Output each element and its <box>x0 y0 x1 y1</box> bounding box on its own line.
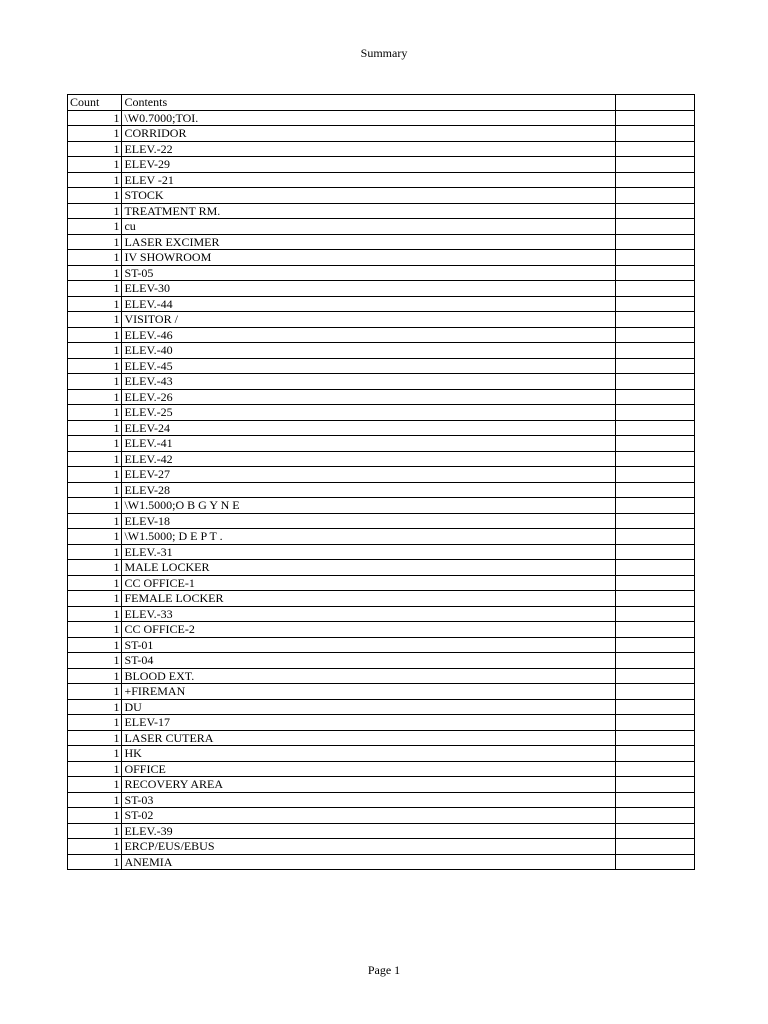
blank-cell <box>615 451 694 467</box>
blank-cell <box>615 544 694 560</box>
table-row <box>68 389 695 405</box>
blank-cell <box>615 591 694 607</box>
blank-cell <box>615 839 694 855</box>
blank-cell <box>615 823 694 839</box>
table-row <box>68 746 695 762</box>
contents-cell: ELEV-24 <box>122 420 615 436</box>
blank-column-header <box>615 95 694 111</box>
contents-cell: ELEV-27 <box>122 467 615 483</box>
count-cell: 1 <box>68 265 122 281</box>
count-cell: 1 <box>68 234 122 250</box>
table-row <box>68 684 695 700</box>
table-row <box>68 234 695 250</box>
blank-cell <box>615 126 694 142</box>
table-row <box>68 405 695 421</box>
count-cell: 1 <box>68 823 122 839</box>
page-number: Page 1 <box>367 963 401 977</box>
blank-cell <box>615 219 694 235</box>
table-row <box>68 839 695 855</box>
count-cell: 1 <box>68 203 122 219</box>
count-cell: 1 <box>68 281 122 297</box>
blank-cell <box>615 684 694 700</box>
contents-cell: VISITOR / <box>122 312 615 328</box>
blank-cell <box>615 343 694 359</box>
contents-cell: BLOOD EXT. <box>122 668 615 684</box>
count-cell: 1 <box>68 157 122 173</box>
count-cell: 1 <box>68 467 122 483</box>
blank-cell <box>615 327 694 343</box>
summary-table <box>67 94 695 870</box>
table-row <box>68 854 695 870</box>
count-cell: 1 <box>68 637 122 653</box>
blank-cell <box>615 467 694 483</box>
blank-cell <box>615 560 694 576</box>
contents-cell: ELEV-28 <box>122 482 615 498</box>
blank-cell <box>615 436 694 452</box>
count-cell: 1 <box>68 110 122 126</box>
table-row <box>68 327 695 343</box>
contents-cell: STOCK <box>122 188 615 204</box>
count-cell: 1 <box>68 389 122 405</box>
table-row <box>68 467 695 483</box>
contents-cell: CORRIDOR <box>122 126 615 142</box>
blank-cell <box>615 529 694 545</box>
contents-cell: FEMALE LOCKER <box>122 591 615 607</box>
count-cell: 1 <box>68 529 122 545</box>
table-row <box>68 715 695 731</box>
count-cell: 1 <box>68 854 122 870</box>
table-row <box>68 219 695 235</box>
blank-cell <box>615 234 694 250</box>
count-cell: 1 <box>68 761 122 777</box>
blank-cell <box>615 761 694 777</box>
table-row <box>68 188 695 204</box>
table-row <box>68 265 695 281</box>
contents-cell: ELEV.-31 <box>122 544 615 560</box>
blank-cell <box>615 172 694 188</box>
blank-cell <box>615 141 694 157</box>
count-cell: 1 <box>68 730 122 746</box>
count-cell: 1 <box>68 575 122 591</box>
contents-cell: LASER CUTERA <box>122 730 615 746</box>
contents-cell: \W0.7000;TOI. <box>122 110 615 126</box>
count-cell: 1 <box>68 296 122 312</box>
blank-cell <box>615 420 694 436</box>
count-cell: 1 <box>68 591 122 607</box>
table-row <box>68 482 695 498</box>
table-row <box>68 761 695 777</box>
contents-cell: ELEV.-41 <box>122 436 615 452</box>
blank-cell <box>615 389 694 405</box>
contents-cell: ELEV.-43 <box>122 374 615 390</box>
blank-cell <box>615 606 694 622</box>
blank-cell <box>615 730 694 746</box>
table-row <box>68 808 695 824</box>
count-cell: 1 <box>68 792 122 808</box>
table-row <box>68 157 695 173</box>
count-cell: 1 <box>68 374 122 390</box>
contents-cell: ELEV.-45 <box>122 358 615 374</box>
blank-cell <box>615 374 694 390</box>
table-row <box>68 622 695 638</box>
count-cell: 1 <box>68 715 122 731</box>
contents-cell: cu <box>122 219 615 235</box>
blank-cell <box>615 808 694 824</box>
contents-cell: +FIREMAN <box>122 684 615 700</box>
count-cell: 1 <box>68 513 122 529</box>
table-row <box>68 823 695 839</box>
table-row <box>68 110 695 126</box>
contents-cell: ELEV.-40 <box>122 343 615 359</box>
contents-cell: ELEV-18 <box>122 513 615 529</box>
blank-cell <box>615 513 694 529</box>
table-row <box>68 591 695 607</box>
blank-cell <box>615 157 694 173</box>
contents-cell: OFFICE <box>122 761 615 777</box>
contents-cell: CC OFFICE-2 <box>122 622 615 638</box>
blank-cell <box>615 792 694 808</box>
page-title: Summary <box>360 46 408 60</box>
table-row <box>68 560 695 576</box>
table-row <box>68 575 695 591</box>
table-row <box>68 544 695 560</box>
table-row <box>68 451 695 467</box>
count-cell: 1 <box>68 172 122 188</box>
count-cell: 1 <box>68 451 122 467</box>
table-row <box>68 141 695 157</box>
count-cell: 1 <box>68 188 122 204</box>
table-row <box>68 529 695 545</box>
contents-cell: HK <box>122 746 615 762</box>
table-row <box>68 792 695 808</box>
blank-cell <box>615 296 694 312</box>
count-cell: 1 <box>68 808 122 824</box>
table-row <box>68 730 695 746</box>
table-header-row <box>68 95 695 111</box>
table-row <box>68 312 695 328</box>
count-cell: 1 <box>68 746 122 762</box>
count-cell: 1 <box>68 358 122 374</box>
contents-cell: CC OFFICE-1 <box>122 575 615 591</box>
contents-cell: ELEV.-42 <box>122 451 615 467</box>
table-row <box>68 343 695 359</box>
contents-cell: ST-03 <box>122 792 615 808</box>
contents-cell: TREATMENT RM. <box>122 203 615 219</box>
table-row <box>68 637 695 653</box>
contents-cell: ST-05 <box>122 265 615 281</box>
table-body <box>68 110 695 870</box>
contents-cell: ST-04 <box>122 653 615 669</box>
contents-cell: ELEV.-44 <box>122 296 615 312</box>
count-cell: 1 <box>68 343 122 359</box>
blank-cell <box>615 777 694 793</box>
blank-cell <box>615 699 694 715</box>
count-cell: 1 <box>68 668 122 684</box>
blank-cell <box>615 265 694 281</box>
contents-cell: ELEV.-46 <box>122 327 615 343</box>
table-row <box>68 126 695 142</box>
table-row <box>68 653 695 669</box>
table-row <box>68 281 695 297</box>
contents-cell: DU <box>122 699 615 715</box>
count-cell: 1 <box>68 312 122 328</box>
count-cell: 1 <box>68 405 122 421</box>
table-row <box>68 699 695 715</box>
count-cell: 1 <box>68 250 122 266</box>
blank-cell <box>615 498 694 514</box>
count-cell: 1 <box>68 327 122 343</box>
count-cell: 1 <box>68 544 122 560</box>
contents-cell: MALE LOCKER <box>122 560 615 576</box>
count-cell: 1 <box>68 699 122 715</box>
blank-cell <box>615 482 694 498</box>
table-row <box>68 296 695 312</box>
contents-cell: ELEV.-26 <box>122 389 615 405</box>
blank-cell <box>615 746 694 762</box>
table-row <box>68 420 695 436</box>
blank-cell <box>615 110 694 126</box>
table-row <box>68 606 695 622</box>
count-cell: 1 <box>68 684 122 700</box>
contents-cell: ELEV.-39 <box>122 823 615 839</box>
table-row <box>68 250 695 266</box>
table-row <box>68 498 695 514</box>
count-cell: 1 <box>68 141 122 157</box>
table-row <box>68 777 695 793</box>
contents-cell: ELEV-17 <box>122 715 615 731</box>
blank-cell <box>615 715 694 731</box>
blank-cell <box>615 622 694 638</box>
blank-cell <box>615 281 694 297</box>
blank-cell <box>615 854 694 870</box>
count-cell: 1 <box>68 653 122 669</box>
count-cell: 1 <box>68 219 122 235</box>
blank-cell <box>615 637 694 653</box>
contents-cell: \W1.5000;O B G Y N E <box>122 498 615 514</box>
blank-cell <box>615 250 694 266</box>
contents-cell: ST-02 <box>122 808 615 824</box>
contents-cell: LASER EXCIMER <box>122 234 615 250</box>
contents-cell: ANEMIA <box>122 854 615 870</box>
blank-cell <box>615 312 694 328</box>
count-cell: 1 <box>68 606 122 622</box>
count-cell: 1 <box>68 482 122 498</box>
blank-cell <box>615 188 694 204</box>
blank-cell <box>615 668 694 684</box>
table-row <box>68 374 695 390</box>
contents-cell: IV SHOWROOM <box>122 250 615 266</box>
contents-cell: ELEV -21 <box>122 172 615 188</box>
contents-cell: ELEV.-33 <box>122 606 615 622</box>
blank-cell <box>615 405 694 421</box>
count-cell: 1 <box>68 560 122 576</box>
count-cell: 1 <box>68 436 122 452</box>
count-cell: 1 <box>68 498 122 514</box>
table-row <box>68 668 695 684</box>
table-row <box>68 172 695 188</box>
count-cell: 1 <box>68 839 122 855</box>
contents-cell: ERCP/EUS/EBUS <box>122 839 615 855</box>
contents-column-header: Contents <box>122 95 615 111</box>
table-row <box>68 358 695 374</box>
blank-cell <box>615 358 694 374</box>
count-cell: 1 <box>68 622 122 638</box>
blank-cell <box>615 203 694 219</box>
contents-cell: ELEV.-22 <box>122 141 615 157</box>
table-row <box>68 436 695 452</box>
contents-cell: ELEV-29 <box>122 157 615 173</box>
count-column-header: Count <box>68 95 122 111</box>
table-row <box>68 513 695 529</box>
blank-cell <box>615 575 694 591</box>
blank-cell <box>615 653 694 669</box>
table-row <box>68 203 695 219</box>
count-cell: 1 <box>68 777 122 793</box>
contents-cell: ELEV.-25 <box>122 405 615 421</box>
contents-cell: \W1.5000; D E P T . <box>122 529 615 545</box>
count-cell: 1 <box>68 126 122 142</box>
contents-cell: ELEV-30 <box>122 281 615 297</box>
contents-cell: ST-01 <box>122 637 615 653</box>
count-cell: 1 <box>68 420 122 436</box>
contents-cell: RECOVERY AREA <box>122 777 615 793</box>
